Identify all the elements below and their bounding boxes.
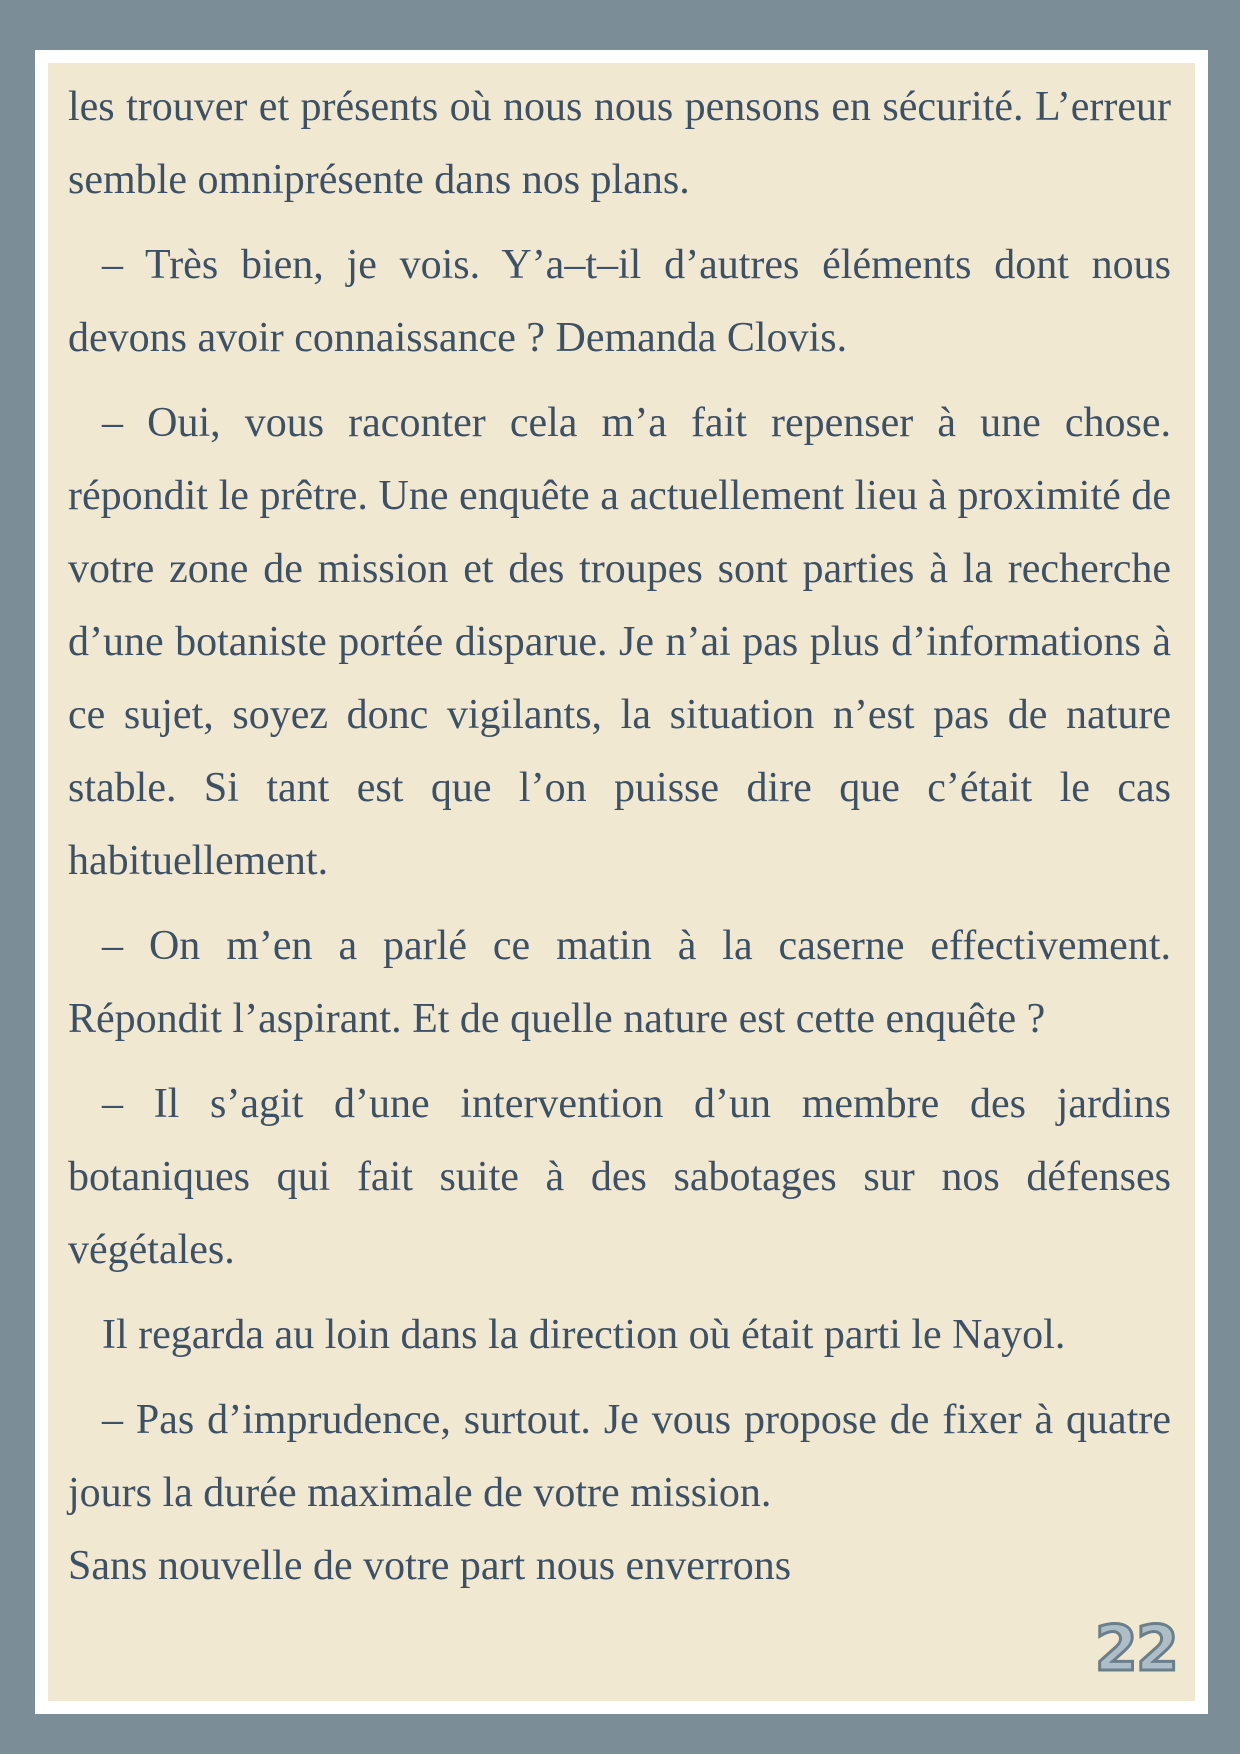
paragraph-7: – Pas d’imprudence, surtout. Je vous propose de fixer à quatre jours la durée maximale de votre mission. bbox=[68, 1397, 1171, 1516]
paragraph-8: Sans nouvelle de votre part nous enverrons bbox=[68, 1543, 792, 1589]
page-text bbox=[68, 71, 1171, 1615]
paragraph-1: les trouver et présents où nous nous pensons en sécurité. L’erreur semble omniprésente dans nos plans. bbox=[68, 84, 1171, 203]
paragraph-5: – Il s’agit d’une intervention d’un membre des jardins botaniques qui fait suite à des sabotages sur nos défenses végétales. bbox=[68, 1081, 1171, 1273]
book-page bbox=[48, 63, 1195, 1701]
paragraph-4: – On m’en a parlé ce matin à la caserne effectivement. Répondit l’aspirant. Et de quelle nature est cette enquête ? bbox=[68, 923, 1171, 1042]
page-number: 22 bbox=[1094, 1612, 1177, 1685]
paragraph-6: Il regarda au loin dans la direction où était parti le Nayol. bbox=[102, 1312, 1066, 1358]
paragraph-2: – Très bien, je vois. Y’a–t–il d’autres éléments dont nous devons avoir connaissance ? Demanda Clovis. bbox=[68, 242, 1171, 361]
paragraph-3: – Oui, vous raconter cela m’a fait repenser à une chose. répondit le prêtre. Une enquête a actuellement lieu à proximité de votre zone de mission et des troupes sont parties à la recherche d’une botaniste portée disparue. Je n’ai pas plus d’informations à ce sujet, soyez donc vigilants, la situation n’est pas de nature stable. Si tant est que l’on puisse dire que c’était le cas habituellement. bbox=[68, 400, 1171, 884]
